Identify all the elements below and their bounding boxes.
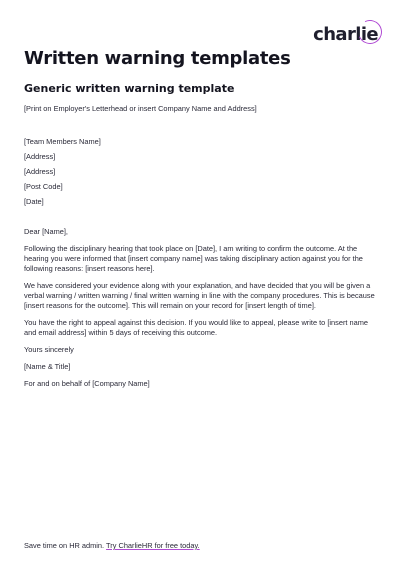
- letter-signatory: [Name & Title]: [24, 362, 71, 371]
- address-line: [Address]: [24, 152, 56, 161]
- letter-paragraph: Following the disciplinary hearing that took place on [Date], I am writing to confirm the outcome. At the hearing you were informed that [insert company name] was taking disciplinary action against you for the following reasons: [insert reasons here].: [24, 244, 363, 273]
- letter-paragraph: We have considered your evidence along with your explanation, and have decided that you will be given a verbal warning / written warning / final written warning in line with the company procedures. This is because [insert reasons for the outcome]. This will remain on your record for [insert length of time].: [24, 281, 375, 310]
- section-title: Generic written warning template: [24, 82, 235, 95]
- address-block: [24, 137, 378, 212]
- letter-on-behalf: For and on behalf of [Company Name]: [24, 379, 150, 388]
- logo-text: charlie: [313, 24, 378, 45]
- letter-paragraph: You have the right to appeal against this decision. If you would like to appeal, please write to [insert name and email address] within 5 days of receiving this outcome.: [24, 318, 369, 337]
- address-line: [Date]: [24, 197, 44, 206]
- footer: [24, 541, 200, 551]
- print-note: [Print on Employer's Letterhead or insert Company Name and Address]: [24, 104, 257, 113]
- letter-sign-off: Yours sincerely: [24, 345, 74, 354]
- footer-text: Save time on HR admin.: [24, 541, 105, 550]
- letter-body: [24, 227, 378, 396]
- page-title: Written warning templates: [24, 48, 291, 69]
- address-line: [Post Code]: [24, 182, 63, 191]
- address-line: [Team Members Name]: [24, 137, 101, 146]
- address-line: [Address]: [24, 167, 56, 176]
- letter-greeting: Dear [Name],: [24, 227, 68, 236]
- footer-link[interactable]: Try CharlieHR for free today.: [106, 541, 200, 550]
- charlie-logo: [313, 16, 378, 44]
